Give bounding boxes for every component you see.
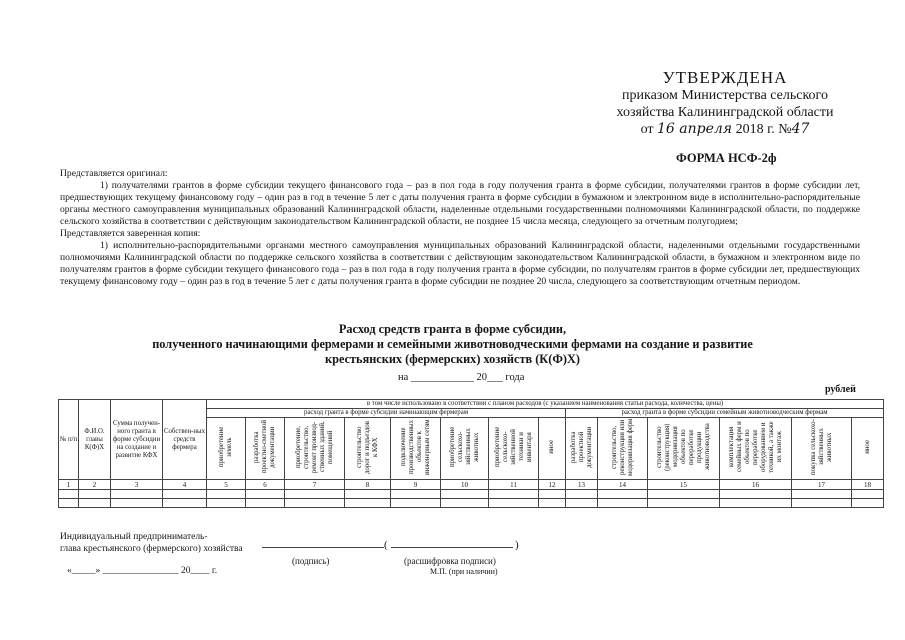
header-subgroup-family-farms: расход гранта в форме субсидии семейным животноводческим фермам <box>566 409 884 418</box>
header-own-funds: Собствен-ных средств фермера <box>163 400 207 480</box>
col-number: 3 <box>111 480 163 490</box>
col-number: 8 <box>345 480 391 490</box>
col-header-processing-objects: строительство (реконструкция) модернизация объектов по переработке продукции животноводства <box>648 418 720 480</box>
col-number: 12 <box>539 480 566 490</box>
approval-number-handwritten: 47 <box>791 121 810 137</box>
col-header-other-1: иное <box>539 418 566 480</box>
decoding-line <box>391 547 513 548</box>
col-header-buildings: приобретение, строительство, ремонт производ-ственных зданий, помещений <box>285 418 345 480</box>
col-header-design-estimates: разработка проектно-сметной документации <box>246 418 285 480</box>
col-header-machinery: приобретение сельскохо-зяйственной техники и инвентаря <box>489 418 539 480</box>
approval-date <box>560 121 890 138</box>
col-header-project-docs: разработка проектной документации <box>566 418 598 480</box>
col-header-farm-construction: строительство, реконструкция или модернизация ферм <box>598 418 648 480</box>
header-usage-group: в том числе использовано в соответствии с планом расходов (с указанием наименования статьи расхода, количества, цены) <box>207 400 884 409</box>
approval-date-suffix: 2018 г. № <box>735 122 792 137</box>
approval-date-prefix: от <box>640 122 654 137</box>
close-paren: ) <box>515 539 519 551</box>
expense-table <box>58 399 884 508</box>
decoding-caption: (расшифровка подписи) <box>404 556 496 566</box>
header-subgroup-beginning-farmers: расход гранта в форме субсидии начинающим фермерам <box>207 409 566 418</box>
period-line: на ____________ 20___ года <box>398 372 525 383</box>
col-header-animals-family: покупка сельскохо-зяйственных животных <box>792 418 852 480</box>
col-number: 10 <box>441 480 489 490</box>
instructions-p2: 1) получателями грантов в форме субсидии текущего финансового года – раз в пол года в году получения гранта в форме субсидии, получателями грантов в форме субсидии лет, предшествующих текущему финансовому году – один раз в год в течение 5 лет с даты получения гранта в форме субсидии в бумажном и электронном виде в исполнительно-распорядительные органы местного самоуправления муниципальных образований Калининградской области, наделенные отдельными государственными полномочиями Калининградской области, по поддержке сельского хозяйства в соответствии с действующим законодательством Калининградской области, не позднее 15 числа месяца, следующего за отчетным полугодием; <box>60 180 860 227</box>
signature-caption: (подпись) <box>292 556 330 566</box>
stamp-place-label: М.П. (при наличии) <box>430 567 498 576</box>
instructions-p1: Представляется оригинал: <box>60 168 168 179</box>
col-number: 14 <box>598 480 648 490</box>
header-num: № п/п <box>59 400 79 480</box>
document-title <box>110 322 795 367</box>
col-number: 17 <box>792 480 852 490</box>
col-number: 6 <box>246 480 285 490</box>
title-line-3: крестьянских (фермерских) хозяйств (К(Ф)Х) <box>325 352 580 366</box>
approval-block <box>560 68 890 138</box>
col-header-equipment: комплектация семейных ферм и объектов по переработке оборудованием и техникой, а также их монтаж <box>720 418 792 480</box>
col-number: 7 <box>285 480 345 490</box>
col-number: 16 <box>720 480 792 490</box>
col-number: 15 <box>648 480 720 490</box>
instructions-text <box>60 168 860 288</box>
form-code: ФОРМА НСФ-2ф <box>676 151 777 165</box>
signature-line <box>262 547 384 548</box>
col-header-animals: приобретение сельскохо-зяйственных животных <box>441 418 489 480</box>
header-fio: Ф.И.О. главы К(Ф)Х <box>79 400 111 480</box>
approval-title: УТВЕРЖДЕНА <box>662 68 788 87</box>
col-header-roads: строительство дорог и подъездов к КФХ <box>345 418 391 480</box>
col-number: 11 <box>489 480 539 490</box>
col-header-land: приобретение земель <box>207 418 246 480</box>
signatory-label-line-1: Индивидуальный предприниматель- <box>60 532 208 542</box>
col-header-utilities: подключение производственных объектов к инженерным сетям <box>391 418 441 480</box>
approval-line-1: приказом Министерства сельского <box>622 88 828 103</box>
col-number: 1 <box>59 480 79 490</box>
instructions-p3: Представляется заверенная копия: <box>60 228 201 239</box>
col-number: 13 <box>566 480 598 490</box>
col-header-other-2: иное <box>852 418 884 480</box>
instructions-p4: 1) исполнительно-распорядительными органами местного самоуправления муниципальных образований Калининградской области, наделенными отдельными государственными полномочиями Калининградской области по поддержке сельского хозяйства в соответствии с действующим законодательством Калининградской области, в бумажном и электронном виде по получателям грантов в форме субсидии текущего финансового года – раз в пол года в году получения гранта в форме субсидии, по получателям грантов в форме субсидии лет, предшествующих текущему финансовому году – один раз в год в течение 5 лет с даты получения гранта в форме субсидии не позднее 20 числа, следующего за соответствующим отчетным периодом. <box>60 240 860 287</box>
table-row <box>59 499 884 508</box>
title-line-1: Расход средств гранта в форме субсидии, <box>338 322 567 336</box>
col-number: 9 <box>391 480 441 490</box>
col-number: 2 <box>79 480 111 490</box>
signatory-label <box>60 531 243 555</box>
signature-date: «_____» ________________ 20____ г. <box>67 566 218 576</box>
title-line-2: полученного начинающими фермерами и семейными животноводческими фермами на создание и развитие <box>152 337 753 351</box>
table-row <box>59 490 884 499</box>
approval-line-2: хозяйства Калининградской области <box>616 105 834 120</box>
col-number: 4 <box>163 480 207 490</box>
open-paren: ( <box>384 539 388 551</box>
approval-date-handwritten: 16 апреля <box>657 121 733 137</box>
unit-label: рублей <box>825 384 856 395</box>
signatory-label-line-2: глава крестьянского (фермерского) хозяйства <box>60 544 243 554</box>
header-grant-sum: Сумма получен-ного гранта в форме субсидии на создание и развитие КФХ <box>111 400 163 480</box>
col-number: 5 <box>207 480 246 490</box>
col-number: 18 <box>852 480 884 490</box>
